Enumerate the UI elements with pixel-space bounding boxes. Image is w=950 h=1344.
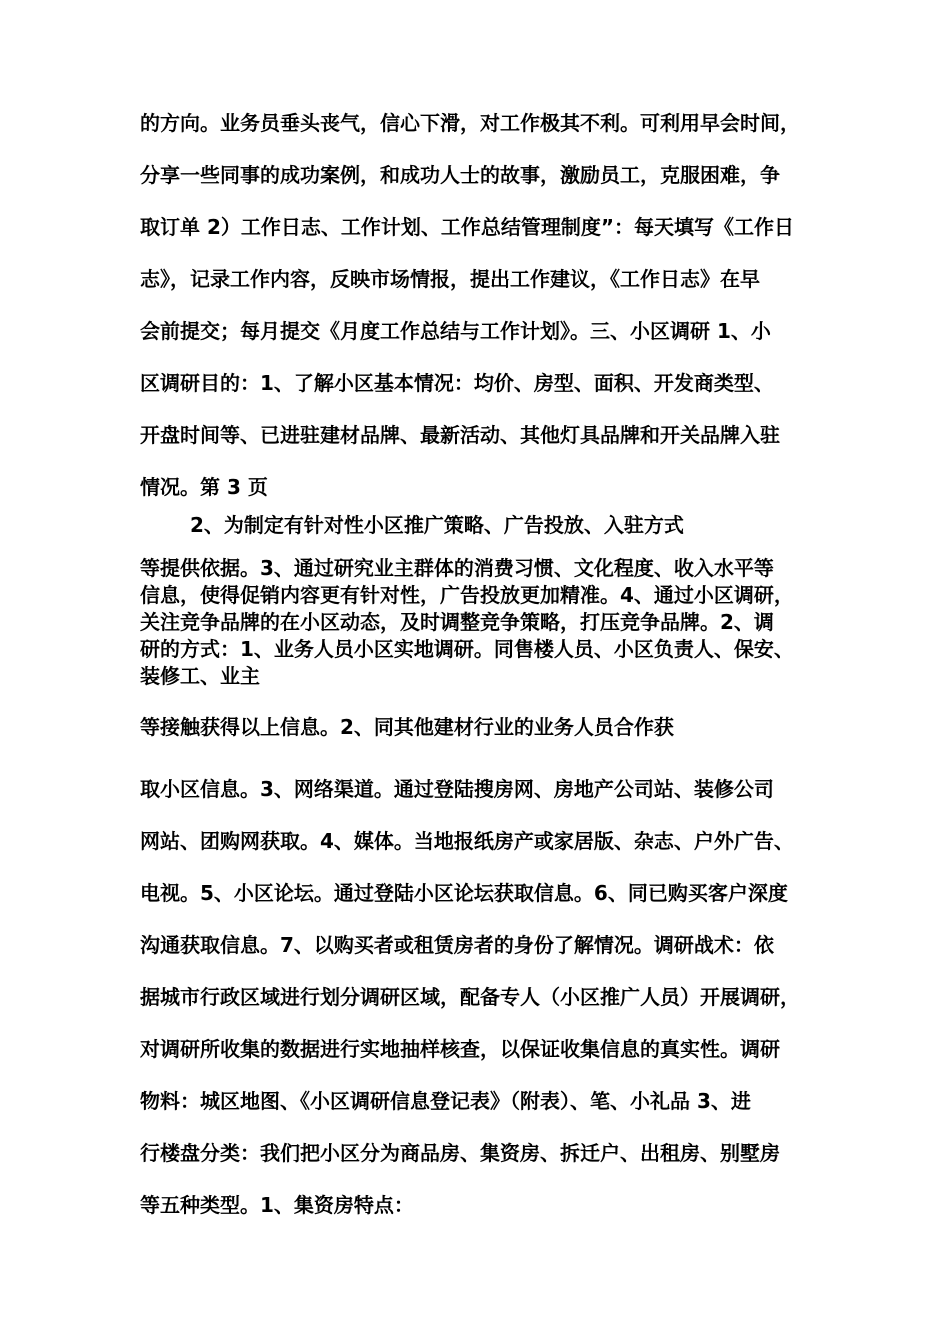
text-line: 等五种类型。1、集资房特点：: [140, 1193, 414, 1217]
text-line: 信息，使得促销内容更有针对性，广告投放更加精准。4、通过小区调研，: [140, 583, 794, 607]
paragraph-4: [140, 701, 860, 753]
paragraph-1: [140, 97, 860, 513]
text-line: 区调研目的：1、了解小区基本情况：均价、房型、面积、开发商类型、: [140, 371, 774, 395]
paragraph-2: [190, 499, 910, 551]
text-line: 行楼盘分类：我们把小区分为商品房、集资房、拆迁户、出租房、别墅房: [140, 1141, 780, 1165]
text-line: 取订单 2）工作日志、工作计划、工作总结管理制度”：每天填写《工作日: [140, 215, 795, 239]
text-line: 关注竞争品牌的在小区动态，及时调整竞争策略，打压竞争品牌。2、调: [140, 610, 774, 634]
text-line: 会前提交；每月提交《月度工作总结与工作计划》。三、小区调研 1、小: [140, 319, 771, 343]
text-line: 等接触获得以上信息。2、同其他建材行业的业务人员合作获: [140, 715, 674, 739]
text-line: 分享一些同事的成功案例，和成功人士的故事，激励员工，克服困难，争: [140, 163, 780, 187]
paragraph-3: [140, 555, 860, 690]
text-line: 电视。5、小区论坛。通过登陆小区论坛获取信息。6、同已购买客户深度: [140, 881, 788, 905]
text-line: 研的方式：1、业务人员小区实地调研。同售楼人员、小区负责人、保安、: [140, 637, 794, 661]
text-line: 等提供依据。3、通过研究业主群体的消费习惯、文化程度、收入水平等: [140, 556, 774, 580]
text-line: 志》，记录工作内容，反映市场情报，提出工作建议，《工作日志》在早: [140, 267, 760, 291]
text-line: 取小区信息。3、网络渠道。通过登陆搜房网、房地产公司站、装修公司: [140, 777, 774, 801]
text-line: 沟通获取信息。7、以购买者或租赁房者的身份了解情况。调研战术：依: [140, 933, 774, 957]
text-line: 情况。第 3 页: [140, 475, 268, 499]
text-line: 装修工、业主: [140, 664, 260, 688]
text-line: 的方向。业务员垂头丧气，信心下滑，对工作极其不利。可利用早会时间，: [140, 111, 800, 135]
text-line: 开盘时间等、已进驻建材品牌、最新活动、其他灯具品牌和开关品牌入驻: [140, 423, 780, 447]
text-line: 物料：城区地图、《小区调研信息登记表》（附表）、笔、小礼品 3、进: [140, 1089, 751, 1113]
text-line: 2、为制定有针对性小区推广策略、广告投放、入驻方式: [190, 513, 684, 537]
text-line: 网站、团购网获取。4、媒体。当地报纸房产或家居版、杂志、户外广告、: [140, 829, 794, 853]
text-line: 据城市行政区域进行划分调研区域，配备专人（小区推广人员）开展调研，: [140, 985, 800, 1009]
paragraph-5: [140, 763, 860, 1231]
text-line: 对调研所收集的数据进行实地抽样核查，以保证收集信息的真实性。调研: [140, 1037, 780, 1061]
